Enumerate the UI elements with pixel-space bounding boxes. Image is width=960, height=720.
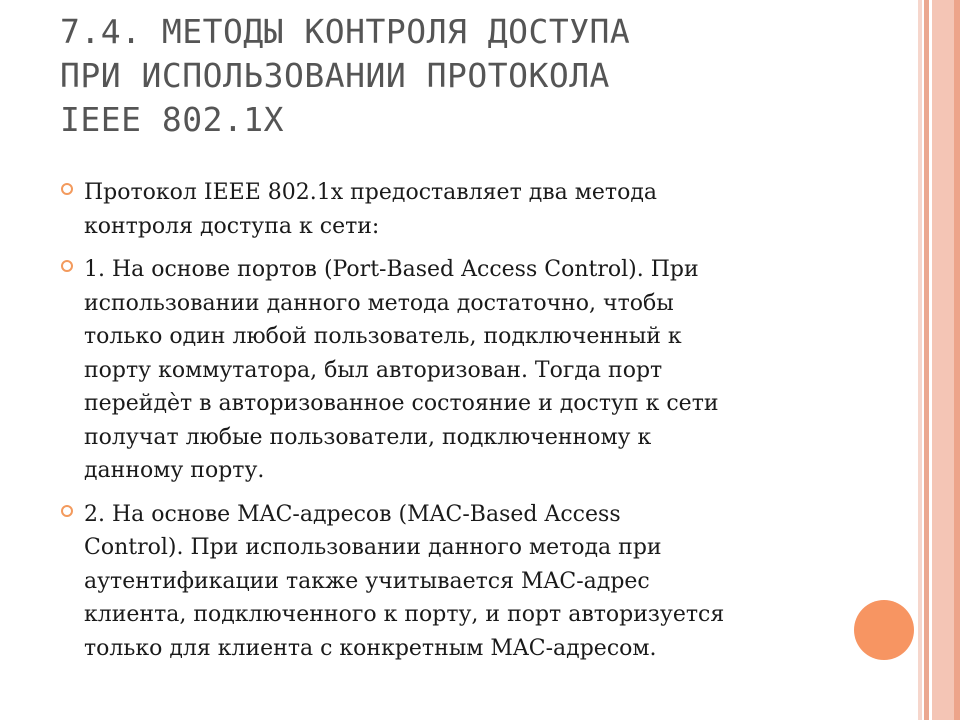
bullet-item — [60, 253, 850, 488]
decor-stripe-medium — [924, 0, 929, 720]
bullet-line: только один любой пользователь, подключенный к — [84, 324, 682, 349]
decor-stripe-edge — [954, 0, 960, 720]
bullet-item — [60, 176, 850, 243]
bullet-line: порту коммутатора, был авторизован. Тогда порт — [84, 357, 663, 383]
bullet-line: данному порту. — [84, 458, 265, 483]
title-line: IEEE 802.1X — [60, 100, 285, 139]
bullet-line: аутентификации также учитывается MAC-адрес — [84, 568, 650, 594]
bullet-text — [84, 253, 850, 488]
bullet-line: контроля доступа к сети: — [84, 213, 380, 239]
bullet-line: Control). При использовании данного метода при — [84, 535, 662, 560]
bullet-line: 2. На основе MAC-адресов (MAC-Based Access — [84, 501, 621, 527]
bullet-line: получат любые пользователи, подключенному к — [84, 424, 652, 450]
slide-title — [60, 10, 860, 142]
bullet-line: 1. На основе портов (Port-Based Access Control). При — [84, 257, 699, 282]
bullet-list — [60, 176, 850, 675]
decor-stripe-wide — [932, 0, 954, 720]
decor-stripe-thin — [918, 0, 922, 720]
title-line: ПРИ ИСПОЛЬЗОВАНИИ ПРОТОКОЛА — [60, 56, 610, 95]
circle-bullet-icon — [61, 183, 73, 195]
bullet-line: перейдѐт в авторизованное состояние и доступ к сети — [84, 391, 719, 416]
bullet-line: Протокол IEEE 802.1x предоставляет два метода — [84, 180, 657, 205]
circle-bullet-icon — [61, 505, 73, 517]
circle-bullet-icon — [61, 260, 73, 272]
bullet-text — [84, 176, 850, 243]
bullet-item — [60, 498, 850, 666]
bullet-line: клиента, подключенного к порту, и порт авторизуется — [84, 602, 725, 627]
bullet-line: только для клиента с конкретным MAC-адресом. — [84, 635, 657, 661]
title-line: 7.4. МЕТОДЫ КОНТРОЛЯ ДОСТУПА — [60, 12, 631, 51]
bullet-line: использовании данного метода достаточно, чтобы — [84, 290, 674, 316]
decor-circle — [854, 600, 914, 660]
bullet-text — [84, 498, 850, 666]
